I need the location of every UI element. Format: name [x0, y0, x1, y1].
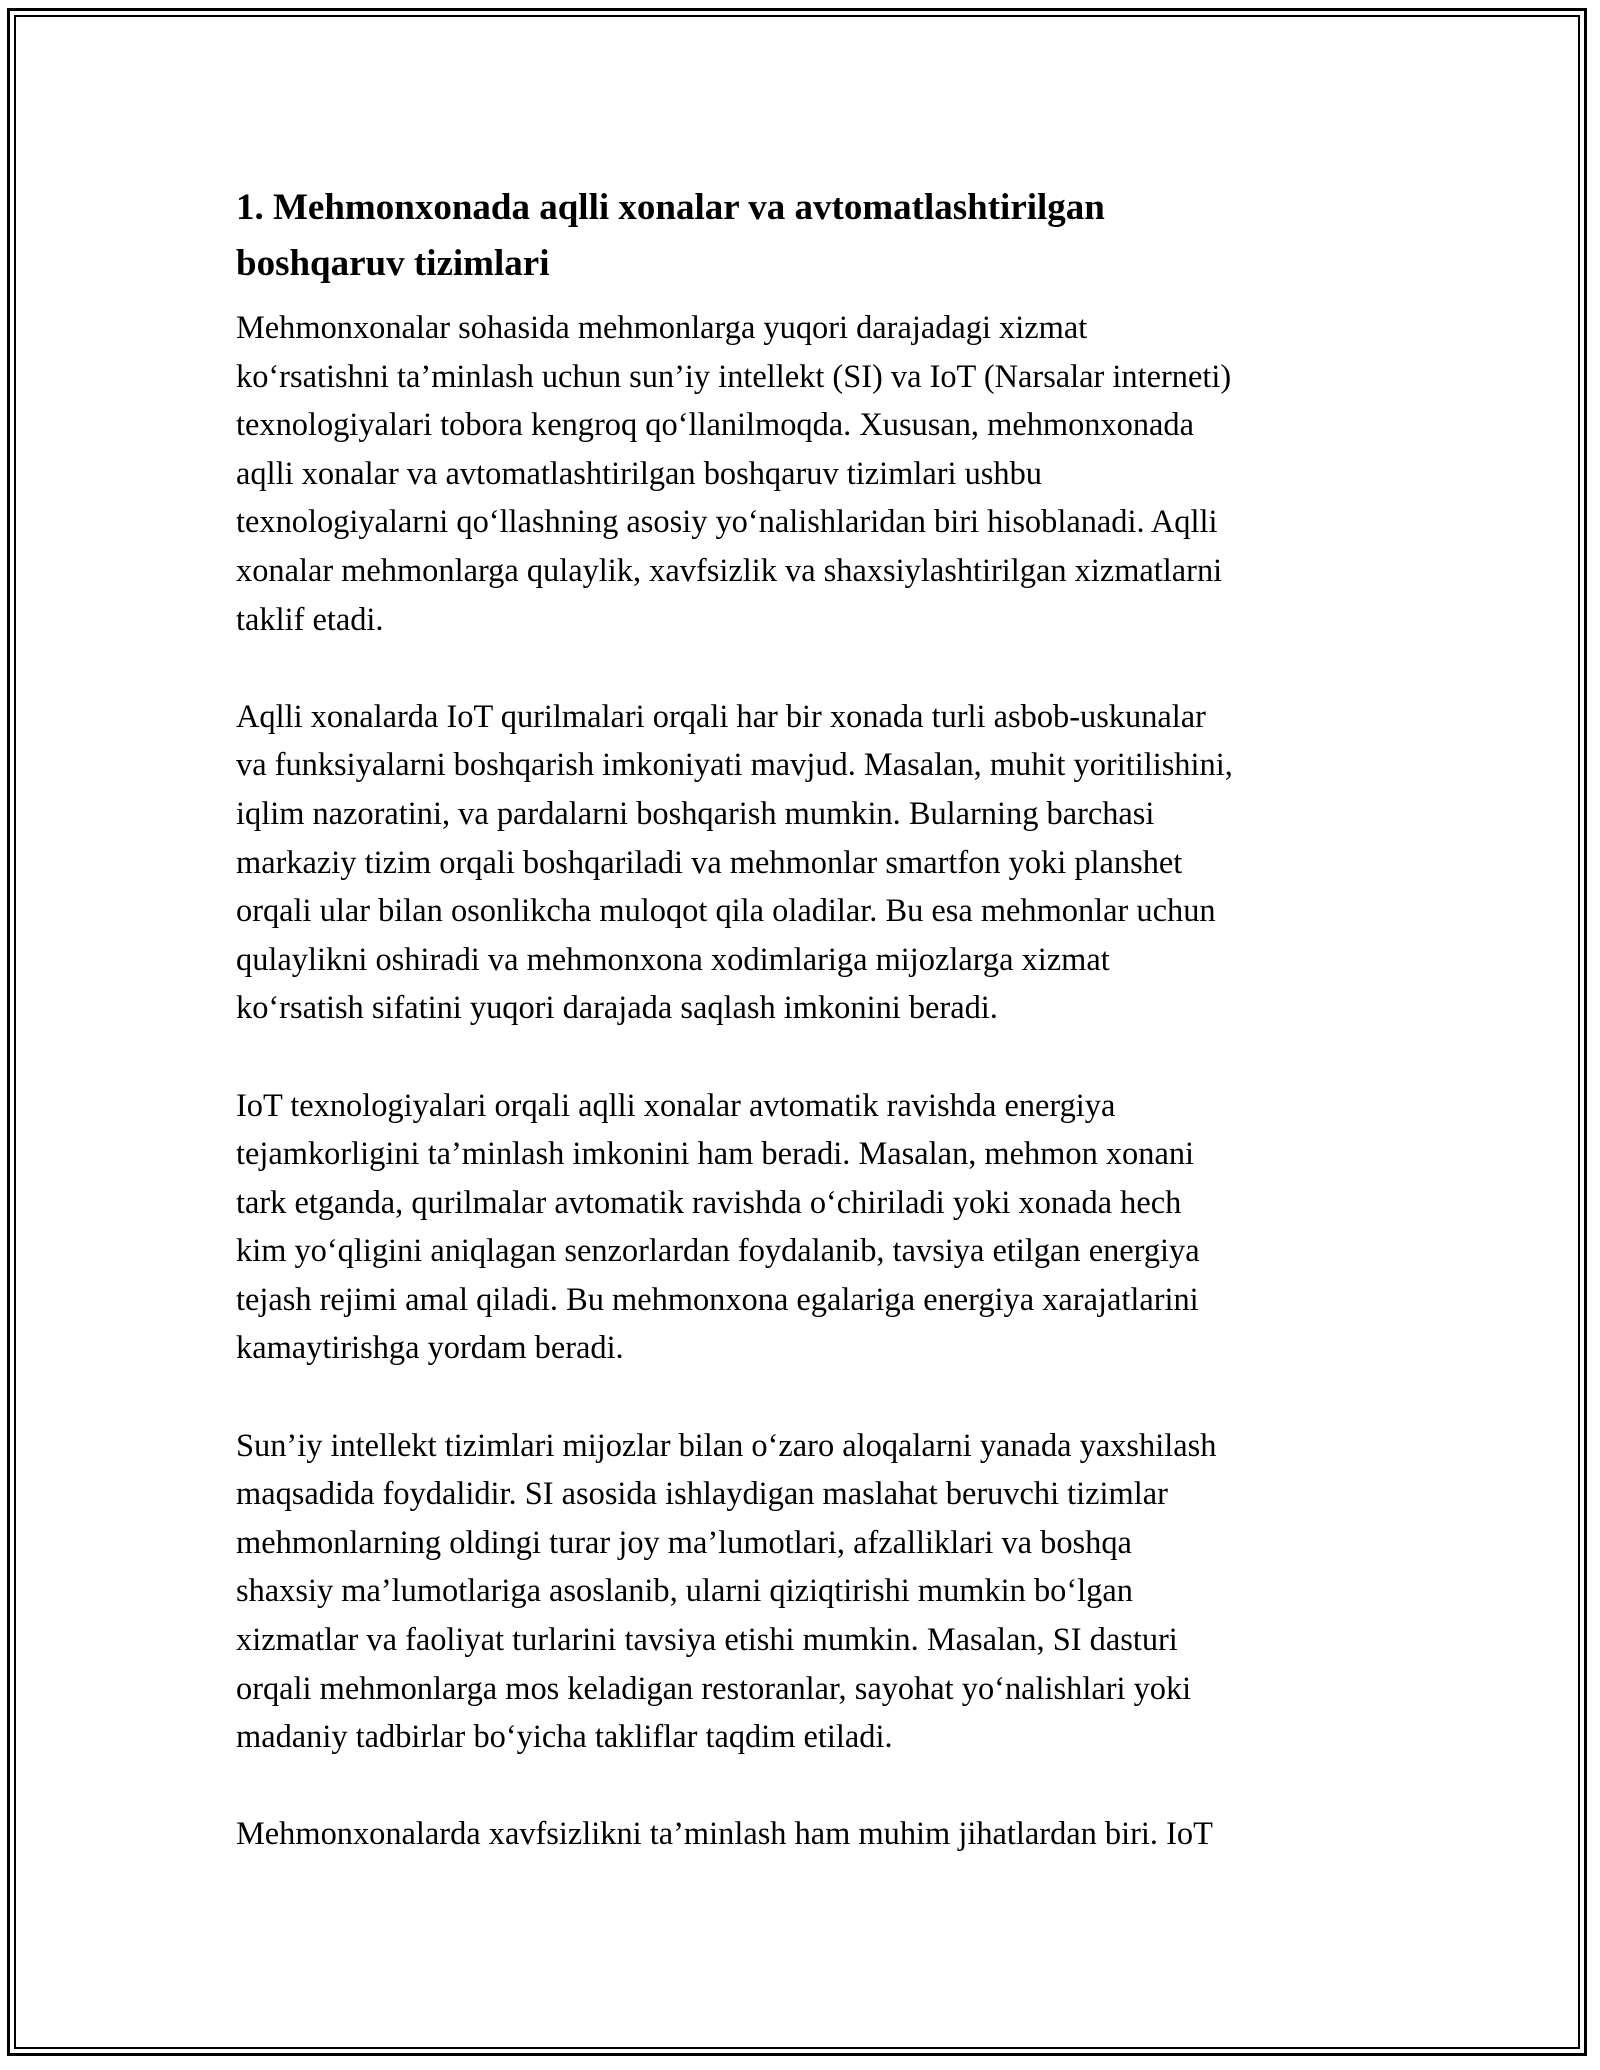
text-line: kim yo‘qligini aniqlagan senzorlardan foydalanib, tavsiya etilgan energiya [236, 1233, 1200, 1270]
paragraph-2 [236, 693, 1376, 1033]
heading-line: boshqaruv tizimlari [236, 243, 550, 284]
text-line: tejash rejimi amal qiladi. Bu mehmonxona egalariga energiya xarajatlarini [236, 1281, 1199, 1318]
text-line: taklif etadi. [236, 601, 384, 638]
text-line: Aqlli xonalarda IoT qurilmalari orqali har bir xonada turli asbob-uskunalar [236, 698, 1206, 735]
text-line: tejamkorligini ta’minlash imkonini ham beradi. Masalan, mehmon xonani [236, 1136, 1195, 1173]
paragraph-3 [236, 1082, 1376, 1374]
text-line: ko‘rsatishni ta’minlash uchun sun’iy intellekt (SI) va IoT (Narsalar interneti) [236, 358, 1232, 395]
text-line: xizmatlar va faoliyat turlarini tavsiya etishi mumkin. Masalan, SI dasturi [236, 1622, 1178, 1659]
text-line: tark etganda, qurilmalar avtomatik ravishda o‘chiriladi yoki xonada hech [236, 1184, 1182, 1221]
text-line: orqali mehmonlarga mos keladigan restoranlar, sayohat yo‘nalishlari yoki [236, 1670, 1192, 1707]
text-line: texnologiyalari tobora kengroq qo‘llanilmoqda. Xususan, mehmonxonada [236, 407, 1195, 444]
text-line: markaziy tizim orqali boshqariladi va mehmonlar smartfon yoki planshet [236, 844, 1183, 881]
text-line: ko‘rsatish sifatini yuqori darajada saqlash imkonini beradi. [236, 990, 998, 1027]
text-line: va funksiyalarni boshqarish imkoniyati mavjud. Masalan, muhit yoritilishini, [236, 747, 1233, 784]
text-line: madaniy tadbirlar bo‘yicha takliflar taqdim etiladi. [236, 1719, 893, 1756]
paragraph-4 [236, 1422, 1376, 1762]
text-line: iqlim nazoratini, va pardalarni boshqarish mumkin. Bularning barchasi [236, 795, 1155, 832]
text-line: IoT texnologiyalari orqali aqlli xonalar avtomatik ravishda energiya [236, 1087, 1116, 1124]
text-line: qulaylikni oshiradi va mehmonxona xodimlariga mijozlarga xizmat [236, 941, 1110, 978]
text-line: xonalar mehmonlarga qulaylik, xavfsizlik va shaxsiylashtirilgan xizmatlarni [236, 552, 1223, 589]
section-heading [236, 180, 1376, 292]
text-line: aqlli xonalar va avtomatlashtirilgan boshqaruv tizimlari ushbu [236, 455, 1042, 492]
text-line: texnologiyalarni qo‘llashning asosiy yo‘nalishlaridan biri hisoblanadi. Aqlli [236, 504, 1218, 541]
document-body [236, 180, 1376, 1908]
text-line: shaxsiy ma’lumotlariga asoslanib, ularni qiziqtirishi mumkin bo‘lgan [236, 1573, 1133, 1610]
text-line: Mehmonxonalarda xavfsizlikni ta’minlash ham muhim jihatlardan biri. IoT [236, 1816, 1213, 1853]
heading-line: 1. Mehmonxonada aqlli xonalar va avtomatlashtirilgan [236, 187, 1105, 228]
paragraph-5 [236, 1810, 1376, 1859]
text-line: mehmonlarning oldingi turar joy ma’lumotlari, afzalliklari va boshqa [236, 1524, 1132, 1561]
text-line: Mehmonxonalar sohasida mehmonlarga yuqori darajadagi xizmat [236, 310, 1088, 346]
paragraph-1 [236, 304, 1376, 644]
text-line: orqali ular bilan osonlikcha muloqot qila oladilar. Bu esa mehmonlar uchun [236, 893, 1216, 930]
text-line: kamaytirishga yordam beradi. [236, 1330, 624, 1367]
text-line: Sun’iy intellekt tizimlari mijozlar bilan o‘zaro aloqalarni yanada yaxshilash [236, 1427, 1217, 1464]
text-line: maqsadida foydalidir. SI asosida ishlaydigan maslahat beruvchi tizimlar [236, 1476, 1168, 1513]
